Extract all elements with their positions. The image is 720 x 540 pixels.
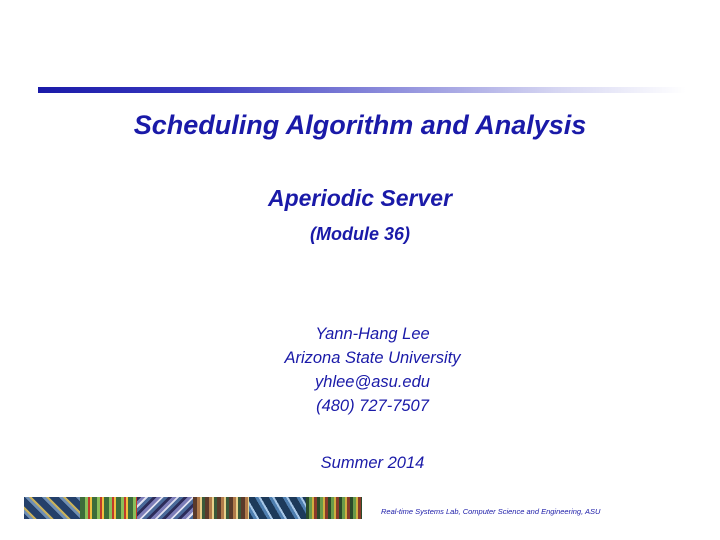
footer-image-components [80,497,136,519]
presentation-date: Summer 2014 [320,454,425,472]
author-email: yhlee@asu.edu [315,373,430,391]
author-name: Yann-Hang Lee [315,325,430,343]
slide-title: Scheduling Algorithm and Analysis [133,110,587,140]
slide-subtitle: Aperiodic Server [267,185,453,211]
header-gradient-rule [38,87,686,93]
author-phone: (480) 727-7507 [316,397,429,415]
module-label: (Module 36) [309,224,410,244]
footer-image-strip [24,497,362,519]
author-affiliation: Arizona State University [284,349,461,367]
footer-image-chip [306,497,362,519]
footer-image-network [249,497,305,519]
footer-image-screen [137,497,193,519]
author-contact-block [0,322,720,418]
footer-image-hardware [193,497,249,519]
footer-lab-credit: Real-time Systems Lab, Computer Science and Engineering, ASU [381,507,601,516]
footer-image-circuit-board [24,497,80,519]
